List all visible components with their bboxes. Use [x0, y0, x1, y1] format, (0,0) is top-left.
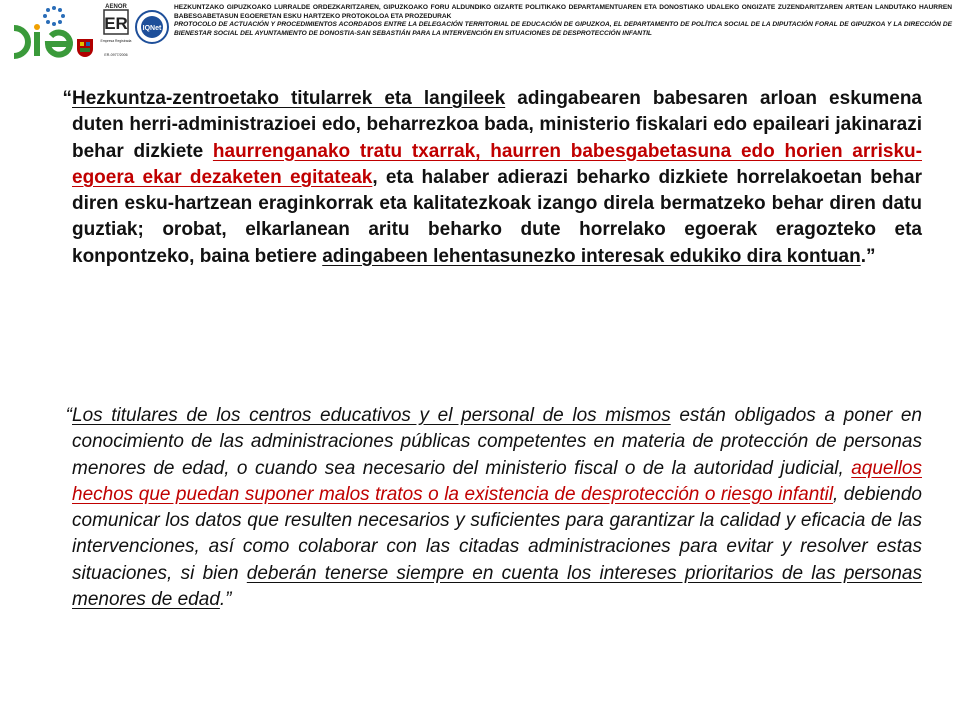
quote-basque-highlight: haurrenganako tratu txarrak, haurren babesgabetasuna edo horien arrisku-egoera ekar dezaketen egitateak	[72, 140, 922, 188]
quote-spanish	[72, 403, 922, 613]
quote-spanish-priority: deberán tenerse siempre en cuenta los intereses prioritarios de las personas menores de edad	[72, 562, 922, 611]
quote-spanish-close: .”	[219, 589, 232, 611]
quote-spanish-text-1: están obligados a poner en conocimiento de las administraciones públicas competentes en materia de protección de personas menores de edad, o cuando sea necesario del ministerio fiscal o de la autoridad judicial,	[72, 405, 922, 479]
quote-open-spanish: “	[65, 405, 72, 426]
quote-basque-close: .”	[860, 245, 876, 267]
iqnet-text: IQNet	[142, 25, 162, 32]
page-header	[0, 0, 960, 62]
aenor-logo	[100, 2, 132, 58]
quote-basque-subject: Hezkuntza-zentroetako titularrek eta langileek	[72, 88, 506, 109]
aenor-caption: Empresa Registrada	[100, 39, 132, 43]
aenor-code: ER-0977/2006	[104, 53, 128, 57]
aenor-name: AENOR	[105, 4, 127, 10]
quote-basque-priority: adingabeen lehentasunezko interesak edukiko dira kontuan	[322, 245, 861, 267]
quote-spanish-text-2: , debiendo comunicar los datos que resulten necesarios y suficientes para garantizar la calidad y eficacia de las intervenciones, así como colaborar con las citadas administraciones para evitar y resolver estas situaciones, si bien	[72, 483, 922, 584]
quote-spanish-subject: Los titulares de los centros educativos y el personal de los mismos	[72, 405, 671, 426]
iqnet-logo	[134, 8, 170, 46]
header-title-basque: HEZKUNTZAKO GIPUZKOAKO LURRALDE ORDEZKARITZAREN, GIPUZKOAKO FORU ALDUNDIKO GIZARTE POLITIKAKO DEPARTAMENTUAREN ETA DONOSTIAKO UDALEKO ONGIZATE ZUZENDARITZAREN ARTEAN LANDUTAKO HAURREN BABESGABETASUN EGOERETAN ESKU HARTZEKO PROTOKOLOA ETA PROZEDURAK	[174, 4, 952, 20]
quote-basque-text-2: , eta halaber adierazi beharko dizkiete horrelakoetan behar diren esku-hartzean eraginkorrak eta kalitatezkoak izango direla bermatzeko behar diren datu guztiak; orobat, elkarlanean aritu beharko dute horrelako egoerak eragozteko eta konpontzeko, baina betiere	[72, 166, 922, 267]
gipuzkoa-shield-icon	[76, 38, 94, 58]
quote-basque-text-1: adingabearen babesaren arloan eskumena duten herri-administrazioei edo, beharrezkoa bada, ministerio fiskalari edo epaileari jakinarazi behar dizkiete	[72, 88, 922, 162]
header-title-spanish: PROTOCOLO DE ACTUACIÓN Y PROCEDIMIENTOS ACORDADOS ENTRE LA DELEGACIÓN TERRITORIAL DE EDUCACIÓN DE GIPUZKOA, EL DEPARTAMENTO DE POLÍTICA SOCIAL DE LA DIPUTACIÓN FORAL DE GIPUZKOA Y LA DIRECCIÓN DE BIENESTAR SOCIAL DEL AYUNTAMIENTO DE DONOSTIA-SAN SEBASTIÁN PARA LA INTERVENCIÓN EN SITUACIONES DE DESPROTECCIÓN INFANTIL	[174, 21, 952, 37]
header-title	[174, 4, 952, 38]
quote-basque	[72, 86, 922, 270]
die-logo-text: DIE	[14, 58, 16, 59]
aenor-mark: ER	[104, 14, 128, 33]
quote-open-basque: “	[62, 88, 72, 109]
quote-spanish-highlight: aquellos hechos que puedan suponer malos tratos o la existencia de desprotección o riesgo infantil	[72, 457, 922, 505]
